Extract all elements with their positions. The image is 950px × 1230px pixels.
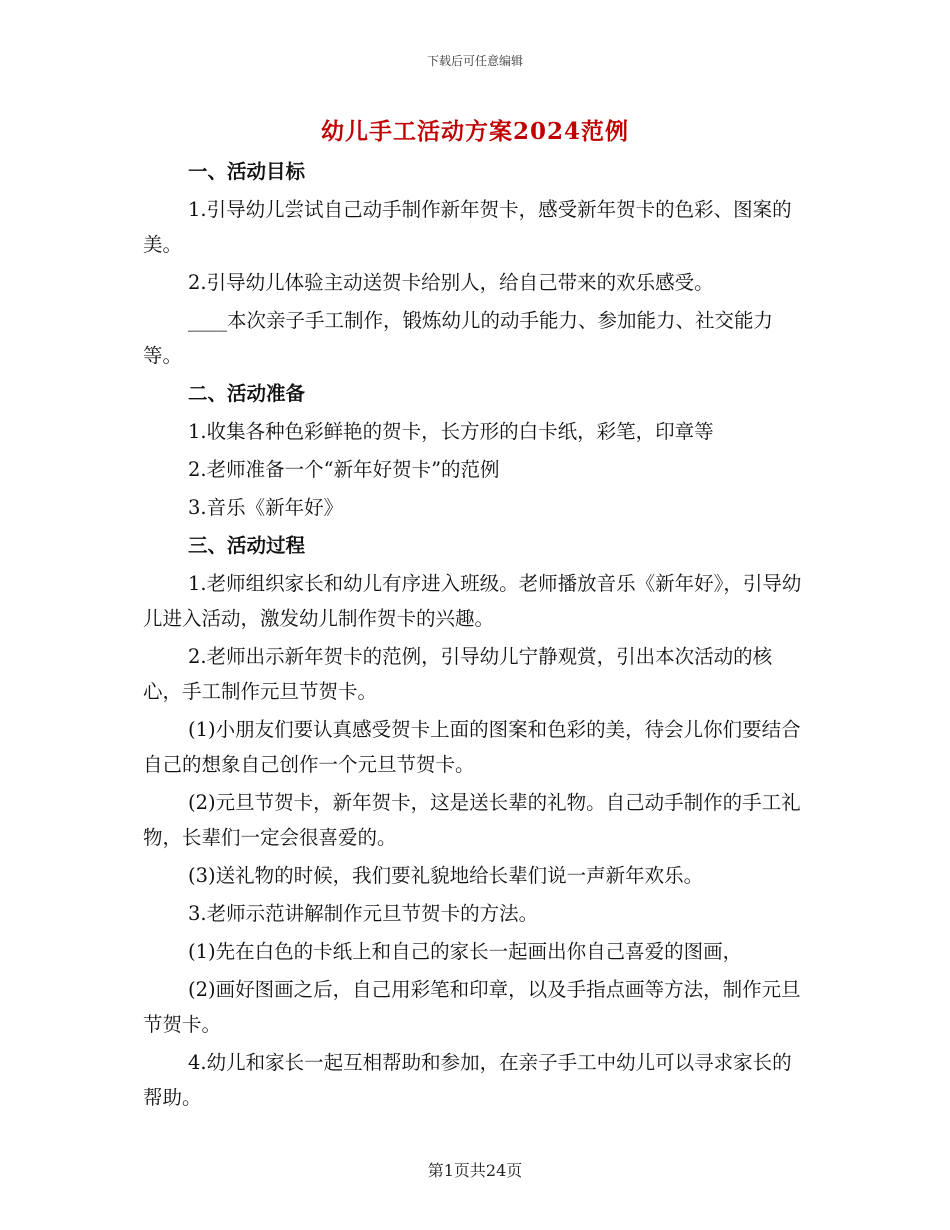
paragraph: ____本次亲子手工制作，锻炼幼儿的动手能力、参加能力、社交能力等。 (143, 309, 774, 367)
paragraph: (2)元旦节贺卡，新年贺卡，这是送长辈的礼物。自己动手制作的手工礼物，长辈们一定会很喜爱的。 (143, 791, 801, 849)
paragraph: 1.收集各种色彩鲜艳的贺卡，长方形的白卡纸，彩笔，印章等 (188, 420, 714, 443)
paragraph: 2.老师准备一个“新年好贺卡”的范例 (188, 458, 500, 481)
paragraph: (2)画好图画之后，自己用彩笔和印章，以及手指点画等方法，制作元旦节贺卡。 (143, 978, 801, 1036)
section-heading-prep: 二、活动准备 (188, 382, 306, 405)
section-heading-goals: 一、活动目标 (188, 160, 306, 183)
paragraph: 1.引导幼儿尝试自己动手制作新年贺卡，感受新年贺卡的色彩、图案的美。 (143, 198, 792, 256)
paragraph: 1.老师组织家长和幼儿有序进入班级。老师播放音乐《新年好》，引导幼儿进入活动，激发幼儿制作贺卡的兴趣。 (143, 572, 802, 630)
document-title: 幼儿手工活动方案2024范例 (320, 118, 629, 145)
paragraph: 4.幼儿和家长一起互相帮助和参加，在亲子手工中幼儿可以寻求家长的帮助。 (143, 1051, 792, 1109)
paragraph: (1)小朋友们要认真感受贺卡上面的图案和色彩的美，待会儿你们要结合自己的想象自己创作一个元旦节贺卡。 (143, 718, 801, 776)
paragraph: 3.老师示范讲解制作元旦节贺卡的方法。 (188, 902, 539, 925)
header-note: 下载后可任意编辑 (426, 54, 523, 68)
page-footer: 第1页共24页 (427, 1161, 523, 1180)
paragraph: 2.老师出示新年贺卡的范例，引导幼儿宁静观赏，引出本次活动的核心，手工制作元旦节贺卡。 (143, 645, 773, 703)
paragraph: 2.引导幼儿体验主动送贺卡给别人，给自己带来的欢乐感受。 (188, 271, 714, 294)
paragraph: (3)送礼物的时候，我们要礼貌地给长辈们说一声新年欢乐。 (188, 864, 704, 887)
document-body (143, 154, 807, 1118)
paragraph: 3.音乐《新年好》 (188, 496, 344, 519)
section-heading-process: 三、活动过程 (188, 534, 306, 557)
paragraph: (1)先在白色的卡纸上和自己的家长一起画出你自己喜爱的图画， (188, 940, 743, 963)
